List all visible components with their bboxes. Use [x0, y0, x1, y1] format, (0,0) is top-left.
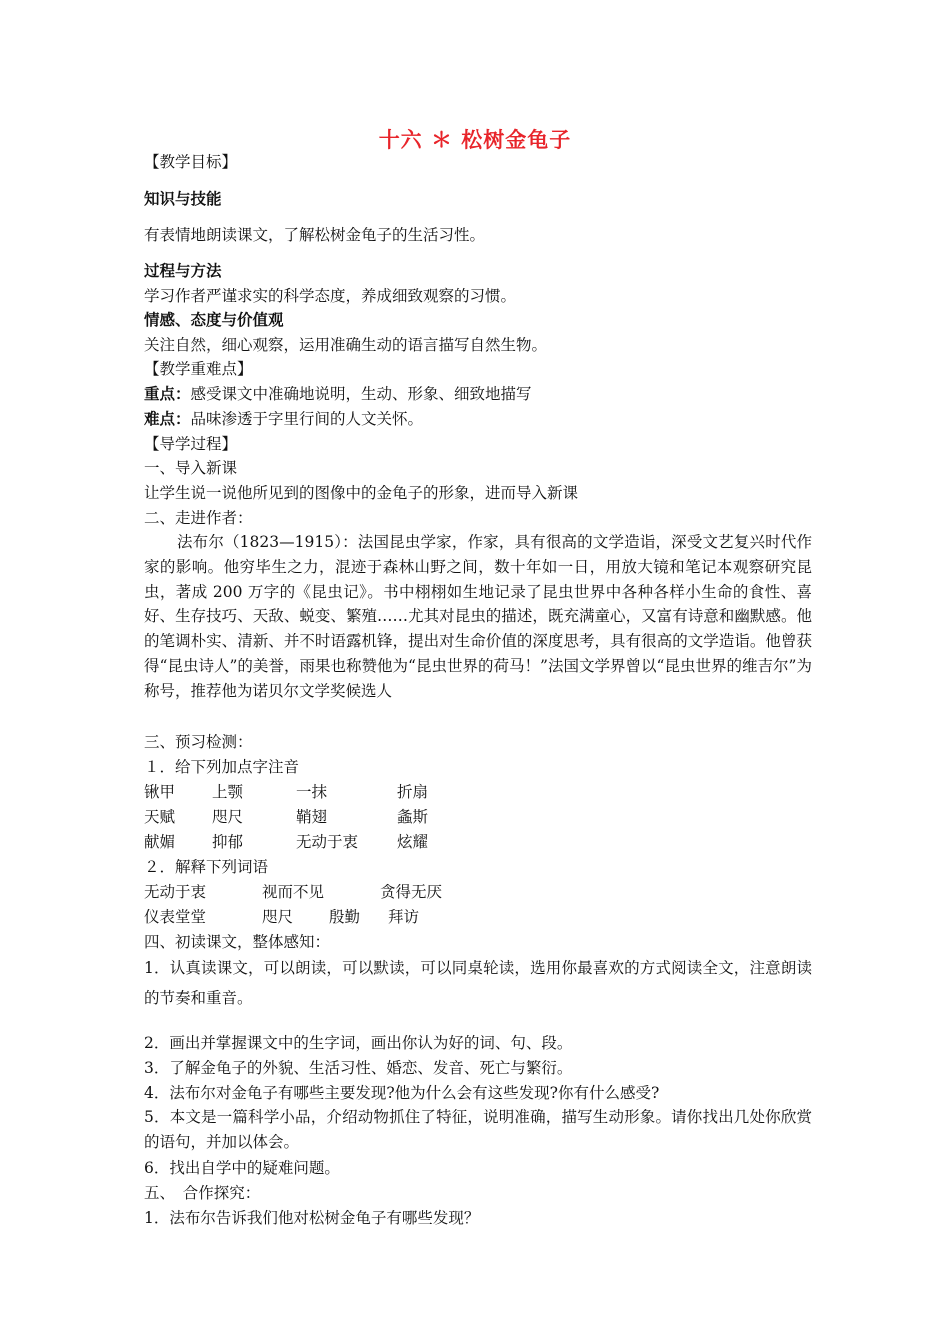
knowledge-heading: 知识与技能: [144, 190, 222, 208]
term-item: 无动于衷: [144, 883, 207, 901]
section-5-title: 五、 合作探究：: [144, 1184, 261, 1202]
word-item: 锹甲: [144, 783, 176, 801]
focus-line: [144, 384, 532, 404]
term-item: 贪得无厌: [380, 883, 443, 901]
section-4-title: 四、初读课文，整体感知：: [144, 933, 331, 951]
knowledge-text: 有表情地朗读课文，了解松树金龟子的生活习性。: [144, 226, 486, 244]
difficulty-label: 难点：: [144, 410, 191, 428]
term-item: 拜访: [388, 908, 420, 926]
word-item: 无动于衷: [296, 833, 359, 851]
task-item: 4．法布尔对金龟子有哪些主要发现?他为什么会有这些发现?你有什么感受?: [144, 1084, 660, 1102]
objectives-heading: 【教学目标】: [144, 153, 238, 171]
question-2: ２．解释下列词语: [144, 858, 269, 876]
difficulty-line: [144, 409, 423, 429]
method-text: 学习作者严谨求实的科学态度，养成细致观察的习惯。: [144, 287, 517, 305]
author-intro-paragraph: 法布尔（1823—1915）：法国昆虫学家，作家，具有很高的文学造诣，深受文艺复兴时代作家的影响。他穷毕生之力，混迹于森林山野之间，数十年如一日，用放大镜和笔记本观察研究昆虫，著成 200 万字的《昆虫记》。书中栩栩如生地记录了昆虫世界中各种各样小生命的食性、喜好、生存技巧、天敌、蜕变、繁殖……尤其对昆虫的描述，既充满童心，又富有诗意和幽默感。他的笔调朴实、清新、并不时语露机锋，提出对生命价值的深度思考，具有很高的文学造诣。他曾获得“昆虫诗人”的美誉，雨果也称赞他为“昆虫世界的荷马！”法国文学界曾以“昆虫世界的维吉尔”为称号，推荐他为诺贝尔文学奖候选人: [144, 533, 812, 700]
focus-label: 重点：: [144, 385, 191, 403]
word-item: 折扇: [397, 783, 429, 801]
focus-text: 感受课文中准确地说明，生动、形象、细致地描写: [190, 385, 532, 403]
question-1: １．给下列加点字注音: [144, 758, 300, 776]
word-item: 鞘翅: [296, 808, 328, 826]
section-2-title: 二、走进作者：: [144, 509, 253, 527]
word-item: 螽斯: [397, 808, 429, 826]
section-3-title: 三、预习检测：: [144, 733, 253, 751]
word-item: 抑郁: [212, 833, 244, 851]
discussion-item: 1．法布尔告诉我们他对松树金龟子有哪些发现？: [144, 1209, 480, 1227]
word-item: 天赋: [144, 808, 176, 826]
section-1-title: 一、导入新课: [144, 459, 238, 477]
word-item: 咫尺: [212, 808, 244, 826]
term-item: 仪表堂堂: [144, 908, 207, 926]
emotion-heading: 情感、态度与价值观: [144, 311, 284, 329]
section-1-text: 让学生说一说他所见到的图像中的金龟子的形象，进而导入新课: [144, 484, 579, 502]
task-item: 2．画出并掌握课文中的生字词，画出你认为好的词、句、段。: [144, 1034, 573, 1052]
key-points-heading: 【教学重难点】: [144, 360, 253, 378]
task-item: 1．认真读课文，可以朗读，可以默读，可以同桌轮读，选用你最喜欢的方式阅读全文，注意朗读的节奏和重音。: [144, 959, 812, 1007]
task-item: 3．了解金龟子的外貌、生活习性、婚恋、发音、死亡与繁衍。: [144, 1059, 573, 1077]
word-item: 一抹: [296, 783, 328, 801]
term-item: 视而不见: [262, 883, 325, 901]
page-title: 十六 ＊ 松树金龟子: [378, 128, 572, 152]
term-item: 殷勤: [329, 908, 361, 926]
difficulty-text: 品味渗透于字里行间的人文关怀。: [190, 410, 424, 428]
term-item: 咫尺: [262, 908, 294, 926]
word-item: 上颚: [212, 783, 244, 801]
task-item: 6．找出自学中的疑难问题。: [144, 1159, 340, 1177]
emotion-text: 关注自然，细心观察，运用准确生动的语言描写自然生物。: [144, 336, 548, 354]
task-item: 5．本文是一篇科学小品，介绍动物抓住了特征，说明准确，描写生动形象。请你找出几处你欣赏的语句，并加以体会。: [144, 1108, 812, 1151]
method-heading: 过程与方法: [144, 262, 222, 280]
word-item: 炫耀: [397, 833, 429, 851]
guide-heading: 【导学过程】: [144, 435, 238, 453]
word-item: 献媚: [144, 833, 176, 851]
